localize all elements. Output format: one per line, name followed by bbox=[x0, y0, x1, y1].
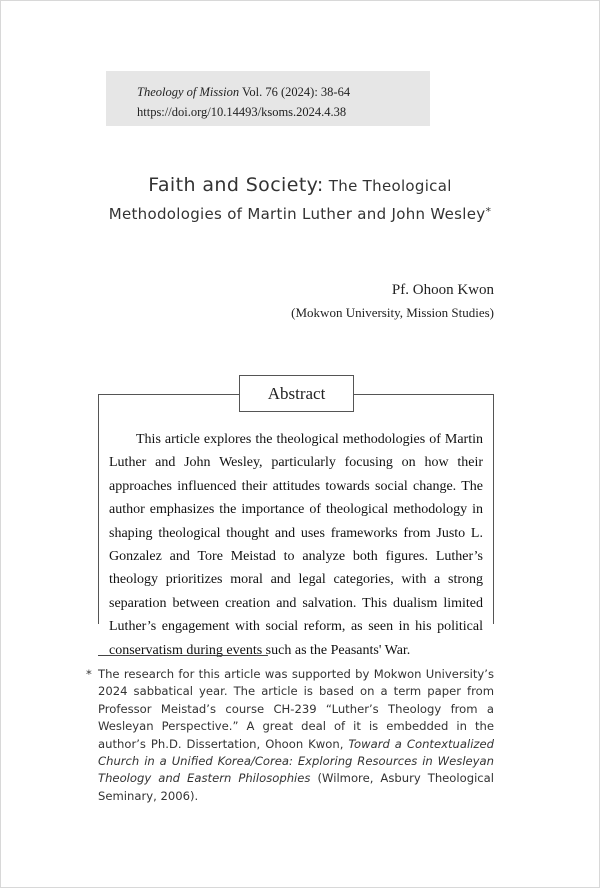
abstract-heading: Abstract bbox=[239, 375, 354, 412]
journal-doi[interactable]: https://doi.org/10.14493/ksoms.2024.4.38 bbox=[137, 105, 347, 119]
title-subtitle: The Theological bbox=[323, 177, 452, 195]
journal-info-box bbox=[106, 71, 430, 126]
footnote-marker[interactable]: * bbox=[485, 205, 492, 218]
footnote-mark: * bbox=[86, 667, 92, 681]
footnote bbox=[86, 666, 494, 805]
title-main: Faith and Society: bbox=[148, 174, 324, 196]
article-title-line1 bbox=[60, 174, 540, 196]
footnote-text: The research for this article was supported by Mokwon University’s 2024 sabbatical year. The article is based on a term paper from Professor Meistad’s course CH-239 “Luther’s Theology from a Wesleyan Perspective.” A great deal of it is embedded in the author’s Ph.D. Dissertation, Ohoon Kwon, bbox=[98, 667, 494, 751]
journal-volume: Vol. 76 (2024): 38-64 bbox=[239, 85, 351, 99]
abstract-text: This article explores the theological methodologies of Martin Luther and John Wesley, particularly focusing on how their approaches influenced their attitudes towards social change. The author emphasizes the importance of theological methodology in shaping theological thought and uses frameworks from Justo L. Gonzalez and Tore Meistad to analyze both figures. Luther’s theology prioritizes moral and legal categories, with a strong separation between creation and salvation. This dualism limited Luther’s engagement with social reform, as seen in his political conservatism during events such as the Peasants' War. bbox=[109, 432, 483, 658]
footnote-dissertation-title: Toward a Contextualized Church in a Unified Korea/Corea: Exploring Resources in Wesleyan Theology and Eastern Philosophies bbox=[98, 736, 494, 786]
author-affiliation: (Mokwon University, Mission Studies) bbox=[291, 305, 494, 320]
journal-name: Theology of Mission bbox=[137, 85, 240, 99]
title-line2: Methodologies of Martin Luther and John Wesley bbox=[108, 205, 486, 223]
footnote-rule bbox=[98, 655, 268, 656]
footnote-publication: (Wilmore, Asbury Theological Seminary, 2006). bbox=[98, 771, 494, 803]
abstract-body bbox=[109, 428, 483, 658]
author-name: Pf. Ohoon Kwon bbox=[391, 282, 494, 298]
article-title-line2 bbox=[60, 205, 540, 223]
journal-citation bbox=[137, 82, 430, 102]
